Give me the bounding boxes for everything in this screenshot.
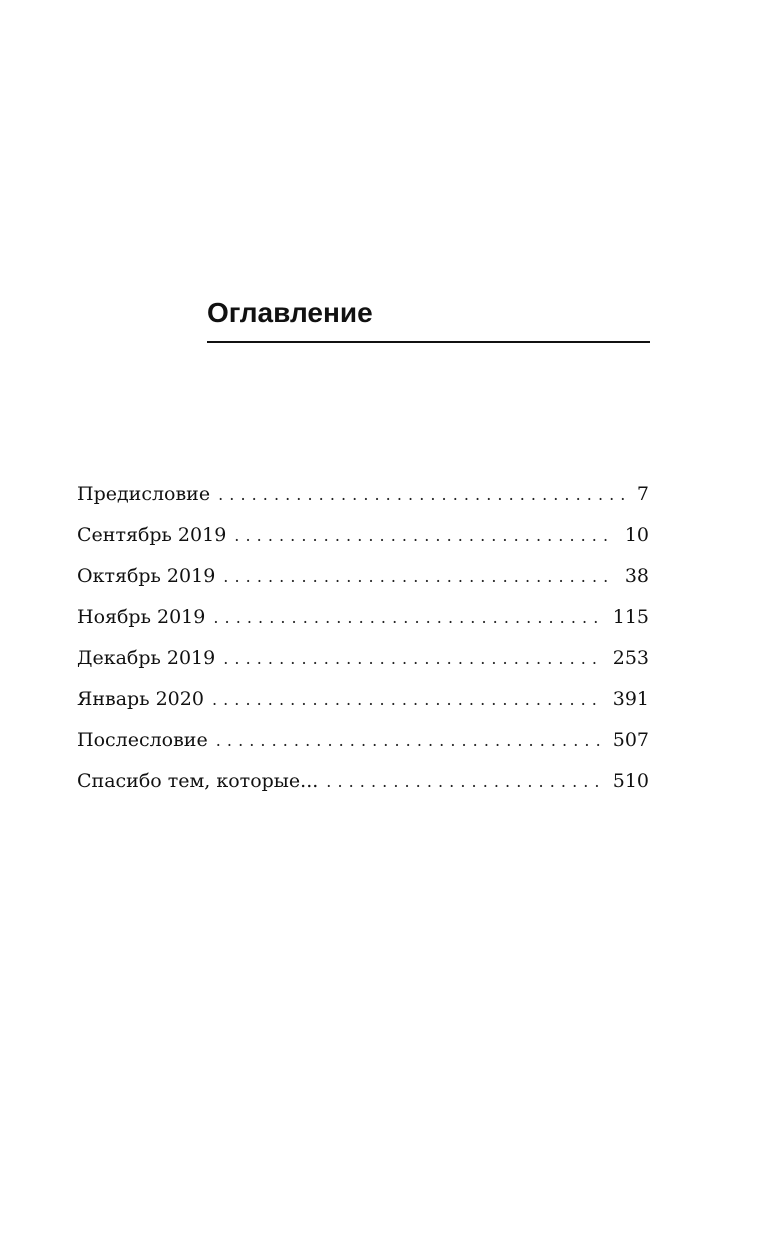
- toc-entry-afterword: [77, 726, 649, 767]
- toc-entry-title: Послесловие: [77, 729, 208, 751]
- page-title: Оглавление: [207, 297, 373, 328]
- toc-entry-preface: [77, 480, 649, 521]
- toc-entry-page: 253: [612, 647, 649, 669]
- toc-entry-title: Сентябрь 2019: [77, 524, 227, 546]
- toc-entry-title: Октябрь 2019: [77, 565, 216, 587]
- toc-entry-page: 391: [612, 688, 649, 710]
- toc-entry-title: Спасибо тем, которые...: [77, 770, 319, 792]
- toc-entry-page: 115: [612, 606, 649, 628]
- dot-leader: [212, 686, 603, 714]
- toc-entry-november-2019: [77, 603, 649, 644]
- toc-entry-december-2019: [77, 644, 649, 685]
- toc-entry-page: 10: [624, 524, 649, 546]
- dot-leader: [213, 604, 602, 632]
- dot-leader: [326, 768, 602, 796]
- toc-entry-january-2020: [77, 685, 649, 726]
- dot-leader: [234, 522, 615, 550]
- toc-entry-page: 38: [624, 565, 649, 587]
- toc-entry-thanks: [77, 767, 649, 808]
- toc-entry-page: 7: [636, 483, 649, 505]
- toc-entry-title: Январь 2020: [77, 688, 204, 710]
- dot-leader: [218, 481, 627, 509]
- toc-entry-title: Ноябрь 2019: [77, 606, 206, 628]
- toc-entry-page: 507: [612, 729, 649, 751]
- toc-entry-title: Предисловие: [77, 483, 211, 505]
- dot-leader: [223, 645, 603, 673]
- toc-entry-september-2019: [77, 521, 649, 562]
- toc-entry-title: Декабрь 2019: [77, 647, 216, 669]
- toc-entry-page: 510: [612, 770, 649, 792]
- title-underline: [207, 341, 650, 343]
- table-of-contents: [77, 480, 649, 808]
- dot-leader: [216, 727, 603, 755]
- toc-entry-october-2019: [77, 562, 649, 603]
- dot-leader: [223, 563, 615, 591]
